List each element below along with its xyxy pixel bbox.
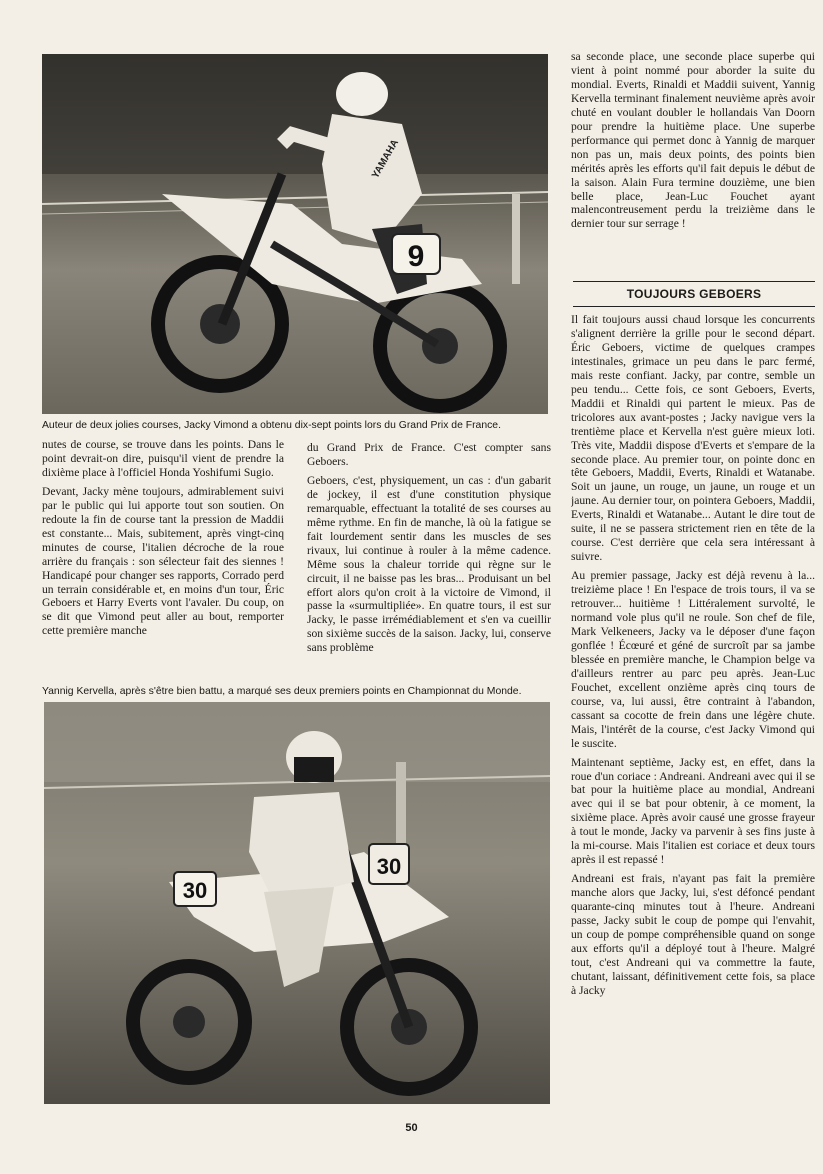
article-paragraph: Maintenant septième, Jacky est, en effet, dans la roue d'un coriace : Andreani. Andreani avec qui il se bat pour la huitième place au mondial, Andreani avec qui il se bat pour obtenir, à ce moment, la sixième place. Après avoir causé une grosse frayeur à tout le monde, Jacky va parvenir à ses fins juste à la mi-course. Mais l'italien est coriace et deux tours après il est repassé ! (571, 755, 815, 867)
top-bike-brand: YAMAHA (370, 137, 402, 181)
article-paragraph: Il fait toujours aussi chaud lorsque les concurrents s'alignent derrière la grille pour le second départ. Éric Geboers, victime de quelques crampes intestinales, grimace un peu dans le parc fermé, mais reste confiant. Jacky, par contre, semble un peu tendu... Cette fois, ce sont Geboers, Everts, Maddii et Rinaldi qui partent le mieux. Pas de tricolores aux avant-postes ; Jacky navigue vers la trentième place et Kervella n'est guère mieux loti. Très vite, Maddii dispose d'Everts et s'empare de la seconde place. Au premier tour, on pointe donc en tête Geboers, Maddii, Everts, Rinaldi et Watanabe. Soit un jaune, un rouge, un jaune, un rouge et un jaune. Au dernier tour, on pointera Geboers, Maddii, Everts, Rinaldi et Watanabe... Autant le dire tout de suite, il ne se passera strictement rien en tête de la course. C'est derrière que cela sera intéressant à suivre. (571, 313, 815, 564)
page-number: 50 (405, 1122, 418, 1134)
photo-yannig-kervella (44, 702, 550, 1104)
photo-bottom-caption: Yannig Kervella, après s'être bien battu, a marqué ses deux premiers points en Championnat du Monde. (42, 686, 522, 697)
section-heading: TOUJOURS GEBOERS (573, 281, 815, 307)
article-paragraph: du Grand Prix de France. C'est compter sans Geboers. (307, 441, 551, 468)
article-paragraph: nutes de course, se trouve dans les points. Dans le point devrait-on dire, puisqu'il vient de prendre la dixième place à l'officiel Honda Yoshifumi Sugio. (42, 438, 284, 479)
article-paragraph: Andreani est frais, n'ayant pas fait la première manche alors que Jacky, lui, s'est défoncé pendant quarante-cinq minutes tout à l'heure. Andreani passe, Jacky subit le coup de pompe qui l'envahit, un coup de pompe compréhensible quand on songe aux efforts qu'il a déployé tout à l'heure. Malgré tout, c'est Andreani qui va commettre la faute, chutant, laissant, définitivement cette fois, sa place à Jacky (571, 872, 815, 997)
photo-top-caption: Auteur de deux jolies courses, Jacky Vimond a obtenu dix-sept points lors du Grand Prix de France. (42, 420, 501, 431)
article-paragraph: Au premier passage, Jacky est déjà revenu à la... treizième place ! En l'espace de trois tours, il va se retrouver... huitième ! Littéralement survolté, le normand vole plus qu'il ne roule. Son chef de file, Mark Velkeneers, Jacky va le déposer d'une façon gonflée ! Écœuré et géné de surcroît par sa jambe blessée en première manche, le Champion belge va d'ailleurs rentrer au parc peu après. Jean-Luc Fouchet, excellent onzième après cinq tours de course, va, lui aussi, être contraint à l'abandon, cassant sa cocotte de frein dans une légère chute. Mais, l'intérêt de la course, c'est Jacky Vimond qui le suscite. (571, 569, 815, 750)
column-middle (307, 441, 551, 681)
photo-jacky-vimond (42, 54, 548, 414)
column-right-bottom (571, 313, 815, 1113)
article-paragraph: sa seconde place, une seconde place superbe qui vient à point nommé pour aborder la suite du mondial. Everts, Rinaldi et Maddii suivent, Yannig Kervella terminant finalement neuvième après avoir chuté en voulant doubler le hollandais Van Doorn pour prendre la huitième place. Une superbe performance qui permet donc à Yannig de marquer non pas un, mais deux points, des points bien mérités après les efforts qu'il fait depuis le début de la saison. Alain Fura termine douzième, une bien belle place, Jean-Luc Fouchet ayant malencontreusement perdu la treizième dans le dernier tour sur serrage ! (571, 50, 815, 231)
column-right-top (571, 50, 815, 272)
column-left (42, 438, 284, 682)
article-paragraph: Devant, Jacky mène toujours, admirablement suivi par le public qui lui apporte tout son soutien. On redoute la fin de course tant la pression de Maddii est constante... Mais, subitement, après vingt-cinq minutes de course, l'italien décroche de la roue arrière du français : son sélecteur fait des siennes ! Handicapé pour changer ses rapports, Corrado perd un terrain considérable et, en moins d'un tour, Éric Geboers et Harry Everts vont l'avaler. Du coup, on se dit que Vimond peut aller au bout, remporter cette première manche (42, 484, 284, 638)
bottom-bike-number-front: 30 (376, 854, 402, 879)
top-bike-number: 9 (407, 240, 425, 273)
bottom-bike-number-side: 30 (182, 878, 208, 903)
article-paragraph: Geboers, c'est, physiquement, un cas : d'un gabarit de jockey, il est d'une constitution physique remarquable, effectuant la totalité de ses courses au même rythme. En fin de manche, là où la fatigue se fait lourdement sentir dans les muscles de ses rivaux, lui continue à rouler à la même cadence. Même sous la chaleur torride qui règne sur le circuit, il ne baisse pas les bras... Produisant un bel effort alors qu'on croit à la victoire de Vimond, il passe la «surmultipliée». En quatre tours, il est sur Jacky, le passe irrémédiablement et s'en va cueillir son sixième succès de la saison. Jacky, lui, conserve sans problème (307, 473, 551, 655)
